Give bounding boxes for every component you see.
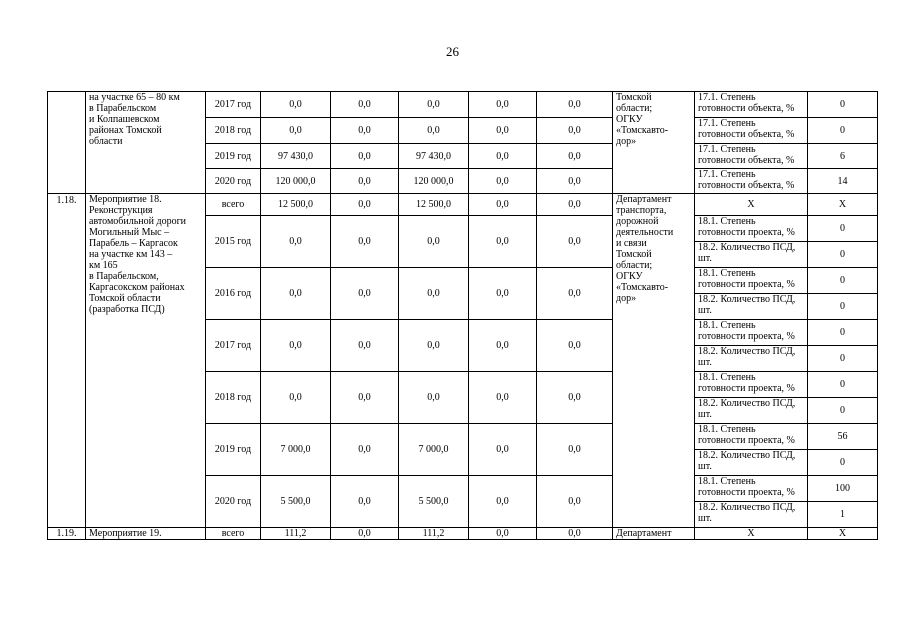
federal-cell: 0,0 [331,528,399,540]
federal-cell: 0,0 [331,320,399,372]
indicator-value-cell: 0 [808,320,878,346]
indicator-cell: 17.1. Степень готовности объекта, % [695,118,808,144]
indicator-value-cell: Х [808,194,878,216]
local-cell: 0,0 [469,144,537,169]
regional-cell: 0,0 [399,268,469,320]
total-cell: 0,0 [261,118,331,144]
indicator-cell: 18.2. Количество ПСД, шт. [695,398,808,424]
regional-cell: 97 430,0 [399,144,469,169]
federal-cell: 0,0 [331,372,399,424]
indicator-value-cell: 0 [808,92,878,118]
executor-cell: Департамент [613,528,695,540]
indicator-value-cell: 100 [808,476,878,502]
year-cell: всего [206,528,261,540]
total-cell: 7 000,0 [261,424,331,476]
indicator-value-cell: 0 [808,346,878,372]
regional-cell: 111,2 [399,528,469,540]
indicator-cell: 18.2. Количество ПСД, шт. [695,502,808,528]
indicator-value-cell: 0 [808,294,878,320]
total-cell: 0,0 [261,216,331,268]
total-cell: 111,2 [261,528,331,540]
row-number-cell [48,92,86,194]
indicator-value-cell: 0 [808,450,878,476]
regional-cell: 120 000,0 [399,169,469,194]
year-cell: 2015 год [206,216,261,268]
extra-budget-cell: 0,0 [537,92,613,118]
table-row [48,528,878,540]
extra-budget-cell: 0,0 [537,216,613,268]
local-cell: 0,0 [469,92,537,118]
total-cell: 120 000,0 [261,169,331,194]
indicator-cell: 18.2. Количество ПСД, шт. [695,450,808,476]
regional-cell: 0,0 [399,92,469,118]
extra-budget-cell: 0,0 [537,144,613,169]
federal-cell: 0,0 [331,169,399,194]
executor-cell: Департамент транспорта, дорожной деятельности и связи Томской области; ОГКУ «Томскавто- дор» [613,194,695,528]
regional-cell: 0,0 [399,216,469,268]
indicator-value-cell: 14 [808,169,878,194]
regional-cell: 5 500,0 [399,476,469,528]
year-cell: 2017 год [206,320,261,372]
indicator-value-cell: 56 [808,424,878,450]
indicator-value-cell: 0 [808,372,878,398]
extra-budget-cell: 0,0 [537,528,613,540]
indicator-cell: 18.1. Степень готовности проекта, % [695,424,808,450]
local-cell: 0,0 [469,216,537,268]
indicator-value-cell: 0 [808,216,878,242]
total-cell: 97 430,0 [261,144,331,169]
measure-name-cell: Мероприятие 19. [86,528,206,540]
row-number-cell: 1.18. [48,194,86,528]
local-cell: 0,0 [469,528,537,540]
year-cell: 2017 год [206,92,261,118]
year-cell: всего [206,194,261,216]
program-table [47,91,878,540]
table-row [48,194,878,216]
local-cell: 0,0 [469,118,537,144]
total-cell: 0,0 [261,92,331,118]
federal-cell: 0,0 [331,144,399,169]
measure-name-cell: на участке 65 – 80 км в Парабельском и Колпашевском районах Томской области [86,92,206,194]
federal-cell: 0,0 [331,92,399,118]
total-cell: 0,0 [261,372,331,424]
federal-cell: 0,0 [331,476,399,528]
regional-cell: 7 000,0 [399,424,469,476]
indicator-cell: Х [695,528,808,540]
federal-cell: 0,0 [331,194,399,216]
indicator-cell: 17.1. Степень готовности объекта, % [695,144,808,169]
executor-cell: Томской области; ОГКУ «Томскавто- дор» [613,92,695,194]
year-cell: 2018 год [206,372,261,424]
total-cell: 5 500,0 [261,476,331,528]
total-cell: 0,0 [261,320,331,372]
federal-cell: 0,0 [331,216,399,268]
local-cell: 0,0 [469,194,537,216]
total-cell: 12 500,0 [261,194,331,216]
year-cell: 2019 год [206,424,261,476]
extra-budget-cell: 0,0 [537,169,613,194]
year-cell: 2020 год [206,169,261,194]
indicator-value-cell: Х [808,528,878,540]
indicator-cell: Х [695,194,808,216]
extra-budget-cell: 0,0 [537,268,613,320]
indicator-value-cell: 0 [808,268,878,294]
federal-cell: 0,0 [331,268,399,320]
extra-budget-cell: 0,0 [537,372,613,424]
indicator-value-cell: 0 [808,398,878,424]
regional-cell: 0,0 [399,118,469,144]
indicator-value-cell: 0 [808,118,878,144]
row-number-cell: 1.19. [48,528,86,540]
indicator-value-cell: 6 [808,144,878,169]
total-cell: 0,0 [261,268,331,320]
indicator-cell: 18.1. Степень готовности проекта, % [695,216,808,242]
local-cell: 0,0 [469,476,537,528]
extra-budget-cell: 0,0 [537,320,613,372]
indicator-cell: 18.1. Степень готовности проекта, % [695,476,808,502]
local-cell: 0,0 [469,424,537,476]
local-cell: 0,0 [469,320,537,372]
indicator-cell: 18.2. Количество ПСД, шт. [695,346,808,372]
local-cell: 0,0 [469,169,537,194]
regional-cell: 12 500,0 [399,194,469,216]
local-cell: 0,0 [469,268,537,320]
year-cell: 2019 год [206,144,261,169]
indicator-cell: 18.1. Степень готовности проекта, % [695,372,808,398]
local-cell: 0,0 [469,372,537,424]
indicator-cell: 17.1. Степень готовности объекта, % [695,169,808,194]
indicator-cell: 18.1. Степень готовности проекта, % [695,268,808,294]
indicator-value-cell: 1 [808,502,878,528]
page-number: 26 [446,44,459,59]
extra-budget-cell: 0,0 [537,476,613,528]
regional-cell: 0,0 [399,372,469,424]
year-cell: 2020 год [206,476,261,528]
extra-budget-cell: 0,0 [537,118,613,144]
year-cell: 2016 год [206,268,261,320]
indicator-cell: 18.2. Количество ПСД, шт. [695,242,808,268]
indicator-cell: 18.1. Степень готовности проекта, % [695,320,808,346]
extra-budget-cell: 0,0 [537,194,613,216]
indicator-cell: 18.2. Количество ПСД, шт. [695,294,808,320]
table-row [48,92,878,118]
year-cell: 2018 год [206,118,261,144]
federal-cell: 0,0 [331,424,399,476]
indicator-cell: 17.1. Степень готовности объекта, % [695,92,808,118]
indicator-value-cell: 0 [808,242,878,268]
federal-cell: 0,0 [331,118,399,144]
regional-cell: 0,0 [399,320,469,372]
measure-name-cell: Мероприятие 18. Реконструкция автомобильной дороги Могильный Мыс – Парабель – Каргасок на участке км 143 – км 165 в Парабельском, Каргасокском районах Томской области (разработка ПСД) [86,194,206,528]
extra-budget-cell: 0,0 [537,424,613,476]
